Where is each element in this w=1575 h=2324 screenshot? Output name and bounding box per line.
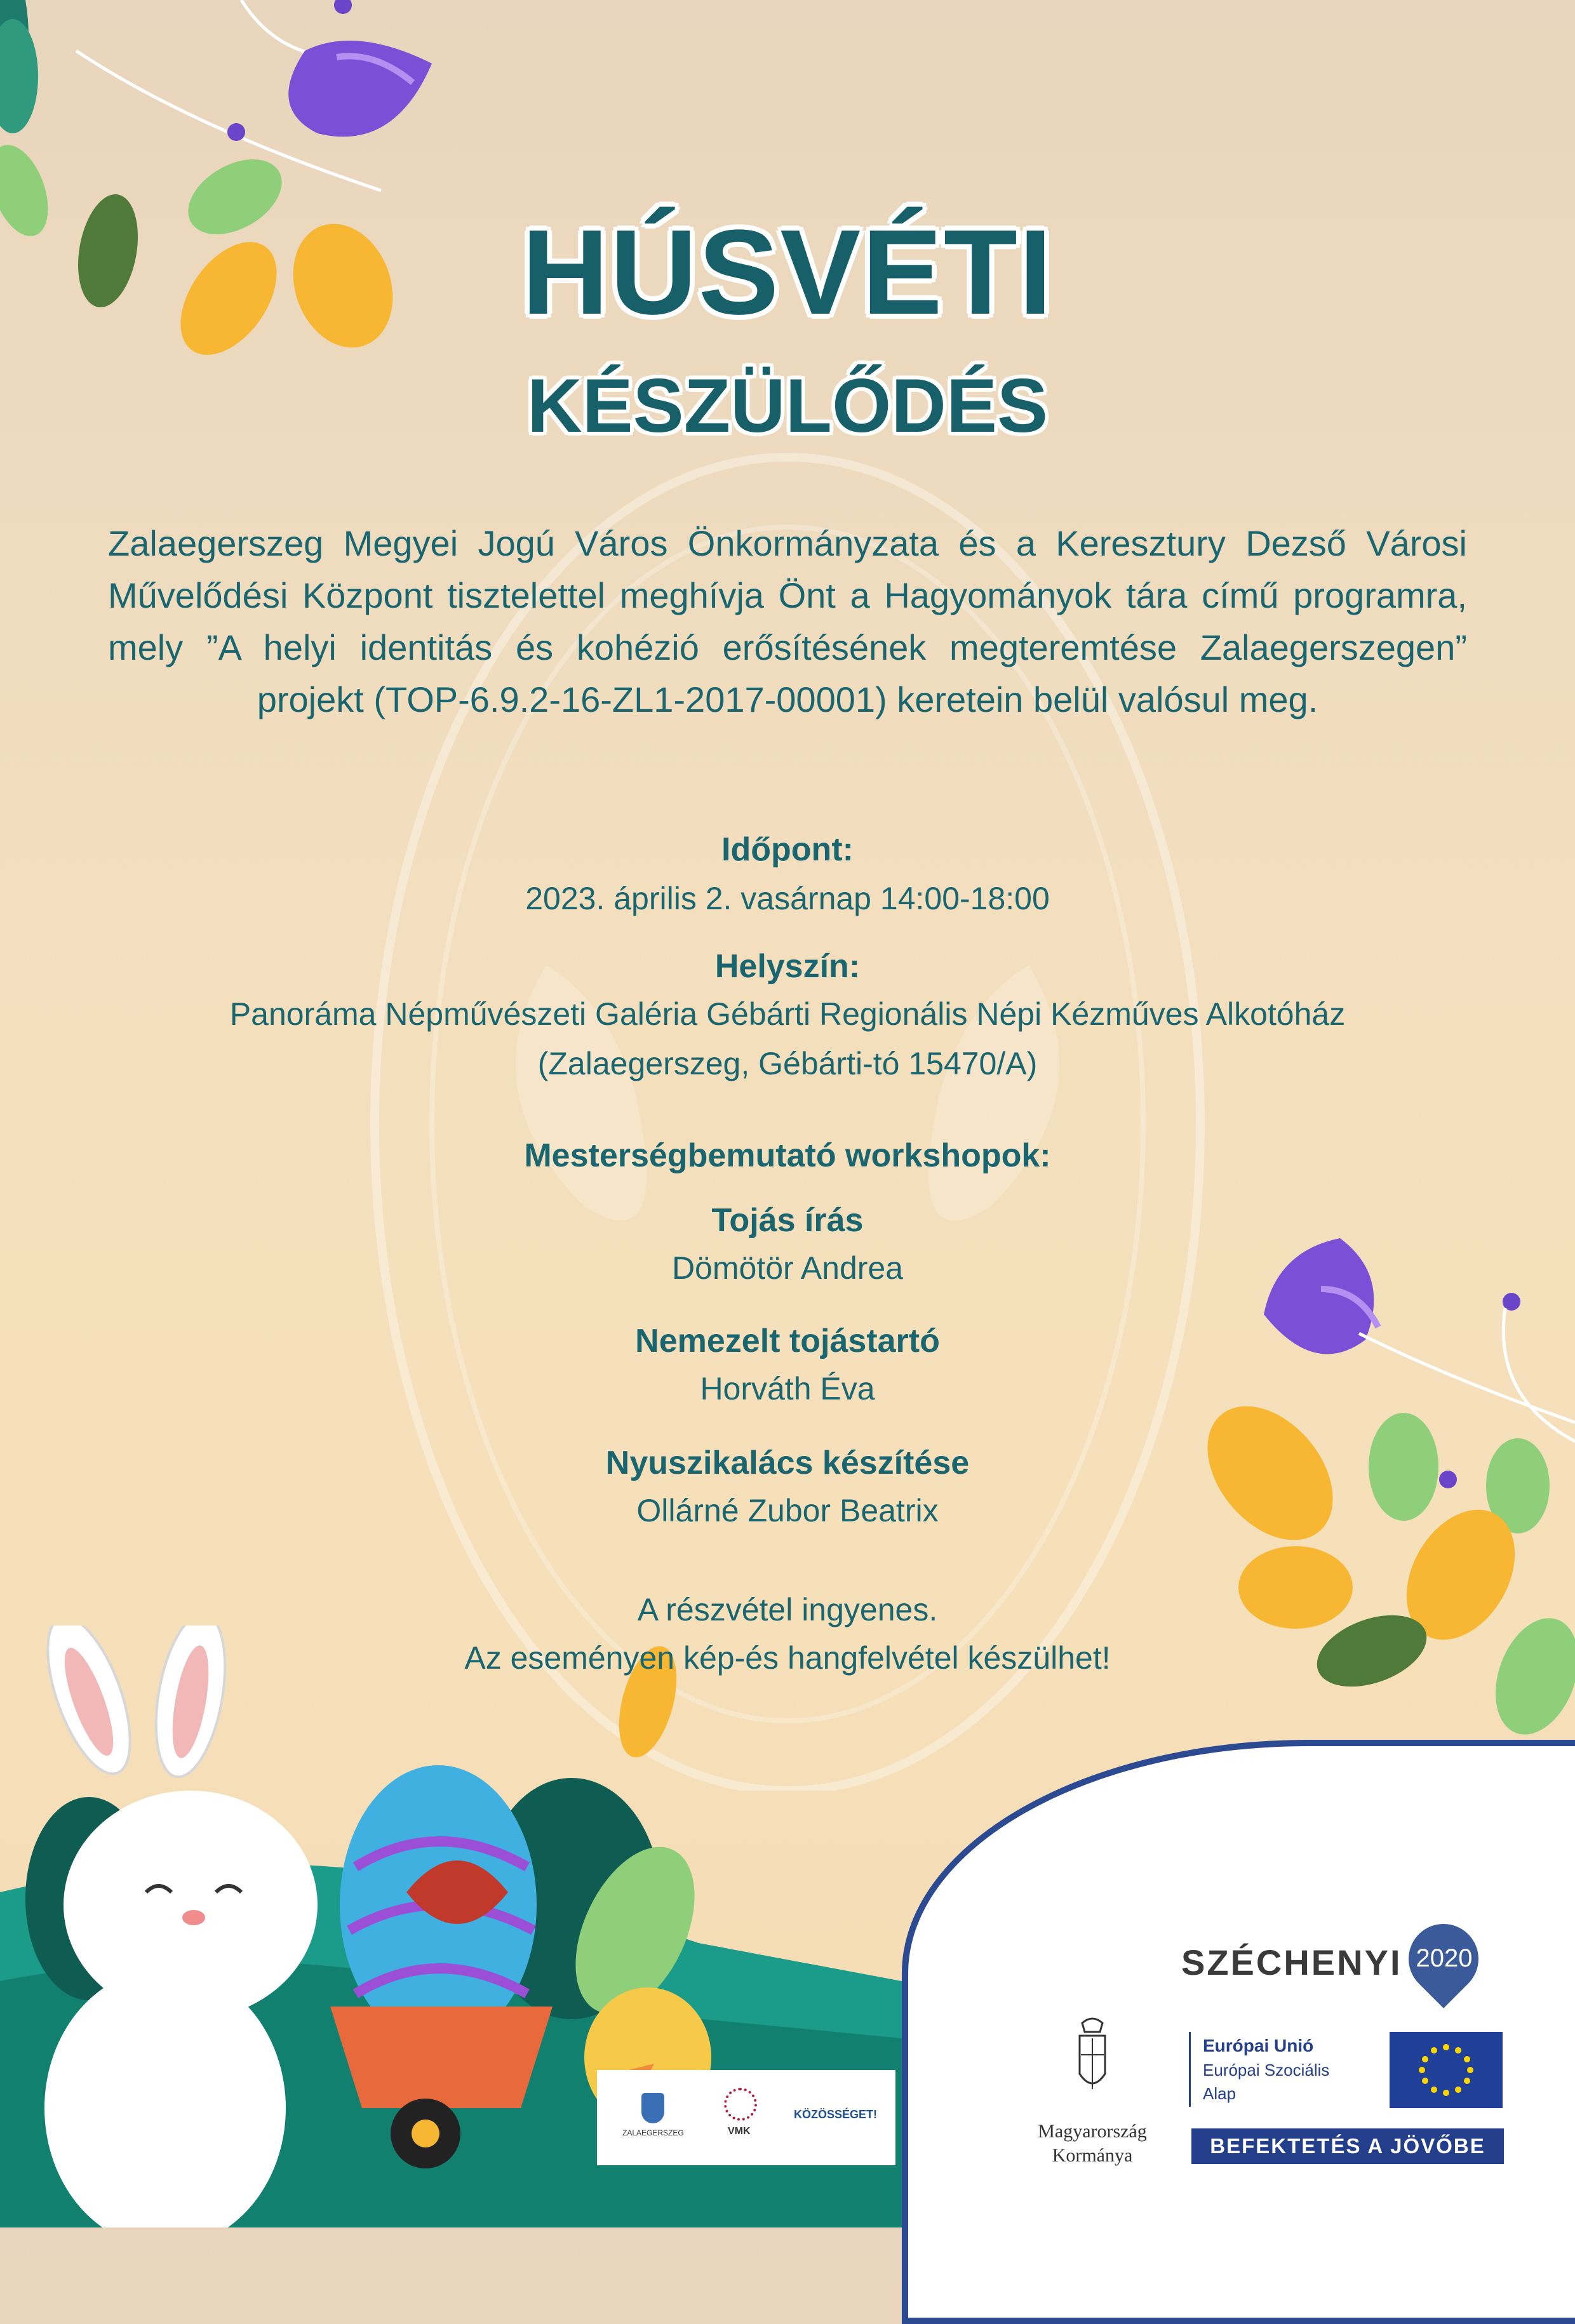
government-line-2: Kormánya [1052,2145,1133,2166]
kozosseg-logo-text: KÖZÖSSÉGET! [794,2108,878,2121]
title-line-2: KÉSZÜLŐDÉS [526,363,1049,448]
workshop-person: Dömötör Andrea [671,1250,904,1286]
place-line-1: Panoráma Népművészeti Galéria Gébárti Regionális Népi Kézműves Alkotóház [229,996,1346,1032]
recording-note: Az eseményen kép-és hangfelvétel készülhet! [464,1640,1111,1676]
vmk-logo-text: VMK [728,2126,751,2137]
zalaegerszeg-logo-text: ZALAEGERSZEG [622,2128,684,2137]
government-line-1: Magyarország [1038,2121,1147,2142]
zalaegerszeg-logo [641,2093,664,2123]
place-line-2: (Zalaegerszeg, Gébárti-tó 15470/A) [537,1046,1038,1081]
eu-flag-icon [1390,2032,1503,2108]
workshops-heading: Mesterségbemutató workshopok: [524,1137,1051,1174]
slogan-banner: BEFEKTETÉS A JÖVŐBE [1191,2128,1504,2164]
eu-line-2: Európai Szociális [1203,2060,1330,2080]
title-line-1: HÚSVÉTI [521,205,1054,340]
hungarian-coat-of-arms-icon [1073,2017,1111,2099]
workshop-person: Ollárné Zubor Beatrix [636,1493,939,1528]
szechenyi-logo-text: SZÉCHENYI [1181,1942,1402,1982]
free-entry-note: A részvétel ingyenes. [637,1592,938,1627]
intro-paragraph: Zalaegerszeg Megyei Jogú Város Önkormányzata és a Keresztury Dezső Városi Művelődési Központ tisztelettel meghívja Önt a Hagyományok tára című programra, mely ”A helyi identitás és kohézió erősítésének megteremtése Zalaegerszegen” projekt (TOP-6.9.2-16-ZL1-2017-00001) keretein belül valósul meg. [108,523,1467,719]
eu-line-3: Alap [1203,2084,1237,2103]
workshop-title: Nemezelt tojástartó [635,1323,940,1359]
workshop-title: Nyuszikalács készítése [605,1445,970,1481]
workshop-title: Tojás írás [711,1202,864,1239]
szechenyi-year: 2020 [1416,1944,1473,1972]
eu-divider [1189,2032,1191,2107]
vmk-logo [724,2088,757,2121]
eu-line-1: Európai Unió [1203,2036,1314,2055]
place-label: Helyszín: [714,948,861,985]
partner-logos-strip [597,2070,895,2165]
time-value: 2023. április 2. vasárnap 14:00-18:00 [525,881,1050,916]
workshop-person: Horváth Éva [700,1371,875,1406]
time-label: Időpont: [721,831,854,868]
